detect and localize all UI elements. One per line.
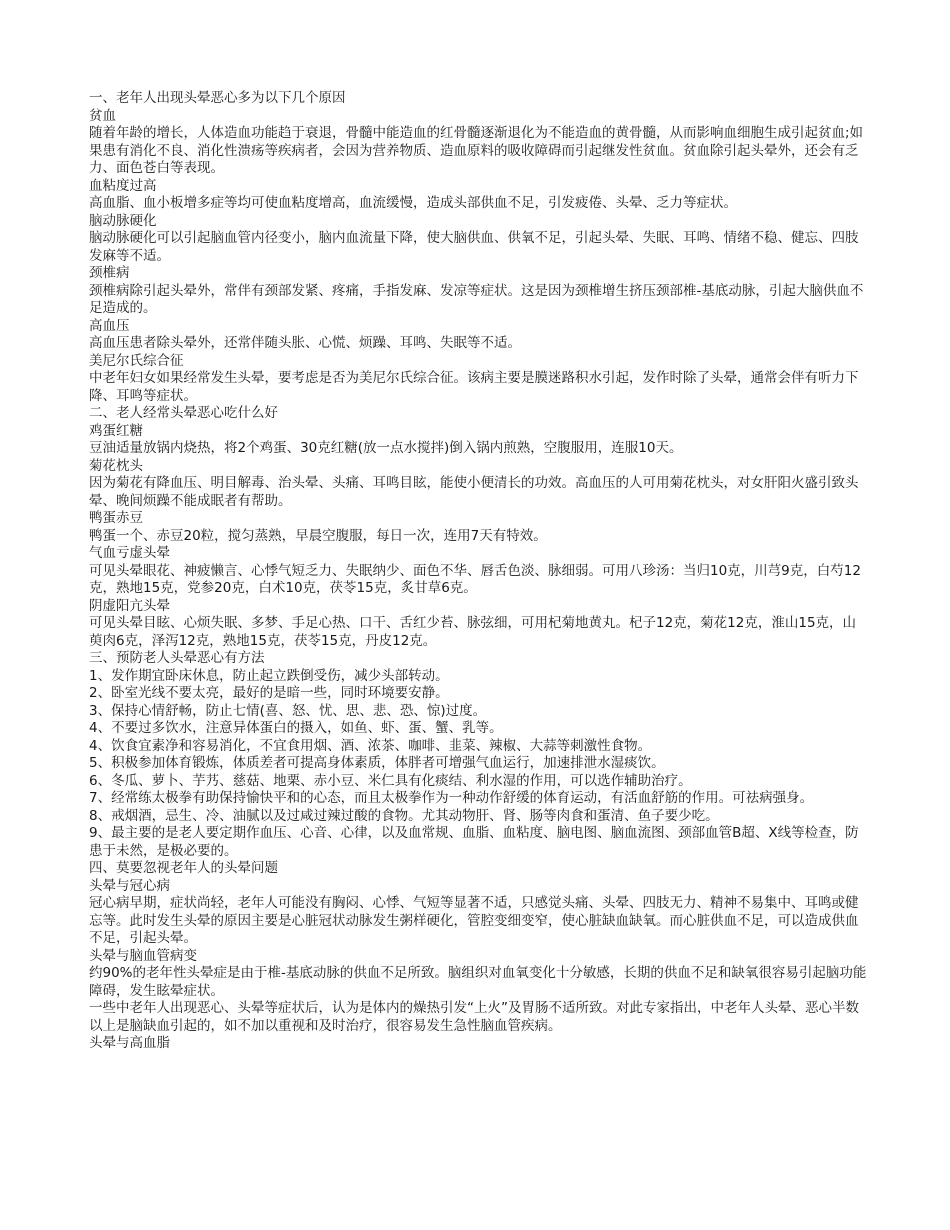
subheading: 脑动脉硬化 [89,212,157,229]
paragraph: 鸭蛋一个、赤豆20粒，搅匀蒸熟，早晨空腹服，每日一次，连用7天有特效。 [89,527,547,544]
paragraph: 因为菊花有降血压、明目解毒、治头晕、头痛、耳鸣目眩，能使小便清长的功效。高血压的人可用菊花枕头，对女肝阳火盛引致头晕、晚间烦躁不能成眠者有帮助。 [89,475,859,509]
paragraph: 颈椎病除引起头晕外，常伴有颈部发紧、疼痛，手指发麻、发凉等症状。这是因为颈椎增生挤压颈部椎-基底动脉，引起大脑供血不足造成的。 [89,282,864,316]
document-body [89,90,869,1053]
subheading: 头晕与高血脂 [89,1035,170,1051]
section-heading: 三、预防老人头晕恶心有方法 [89,650,265,666]
paragraph: 脑动脉硬化可以引起脑血管内径变小，脑内血流量下降，使大脑供血、供氧不足，引起头晕、失眠、耳鸣、情绪不稳、健忘、四肢发麻等不适。 [89,230,859,264]
list-item: 4、饮食宜素净和容易消化，不宜食用烟、酒、浓茶、咖啡、韭菜、辣椒、大蒜等刺激性食物。 [89,737,652,754]
section-heading: 一、老年人出现头晕恶心多为以下几个原因 [89,90,346,106]
paragraph: 高血脂、血小板增多症等均可使血粘度增高，血流缓慢，造成头部供血不足，引发疲倦、头晕、乏力等症状。 [89,195,737,211]
list-item: 6、冬瓜、萝卜、芋艿、慈菇、地栗、赤小豆、米仁具有化痰结、利水湿的作用，可以选作辅助治疗。 [89,772,692,789]
paragraph: 豆油适量放锅内烧热，将2个鸡蛋、30克红糖(放一点水搅拌)倒入锅内煎熟，空腹服用，连服10天。 [89,440,683,456]
paragraph: 可见头晕目眩、心烦失眠、多梦、手足心热、口干、舌红少苔、脉弦细，可用杞菊地黄丸。杞子12克，菊花12克，淮山15克，山萸肉6克，泽泻12克，熟地15克，茯苓15克，丹皮12克。 [89,615,857,649]
subheading: 美尼尔氏综合征 [89,352,184,369]
paragraph: 高血压患者除头晕外，还常伴随头胀、心慌、烦躁、耳鸣、失眠等不适。 [89,335,521,351]
subheading: 高血压 [89,317,130,334]
paragraph: 中老年妇女如果经常发生头晕，要考虑是否为美尼尔氏综合征。该病主要是膜迷路积水引起，发作时除了头晕，通常会伴有听力下降、耳鸣等症状。 [89,370,859,404]
paragraph: 可见头晕眼花、神疲懒言、心悸气短乏力、失眠纳少、面色不华、唇舌色淡、脉细弱。可用八珍汤：当归10克，川芎9克，白芍12克，熟地15克，党参20克，白术10克，茯苓15克，炙甘草6克。 [89,562,861,596]
list-item: 2、卧室光线不要太亮，最好的是暗一些，同时环境要安静。 [89,685,449,701]
subheading: 颈椎病 [89,265,130,281]
subheading: 菊花枕头 [89,457,143,474]
list-item: 7、经常练太极拳有助保持愉快平和的心态，而且太极拳作为一种动作舒缓的体育运动，有活血舒筋的作用。可祛病强身。 [89,790,814,806]
paragraph: 随着年龄的增长，人体造血功能趋于衰退，骨髓中能造血的红骨髓逐渐退化为不能造血的黄骨髓，从而影响血细胞生成引起贫血;如果患有消化不良、消化性溃疡等疾病者，会因为营养物质、造血原料的吸收障碍而引起继发性贫血。贫血除引起头晕外，还会有乏力、面色苍白等表现。 [89,125,864,176]
subheading: 头晕与脑血管病变 [89,947,197,964]
section-heading: 四、莫要忽视老年人的头晕问题 [89,860,278,876]
paragraph: 约90%的老年性头晕症是由于椎-基底动脉的供血不足所致。脑组织对血氧变化十分敏感，长期的供血不足和缺氧很容易引起脑功能障碍，发生眩晕症状。 [89,965,867,999]
subheading: 气血亏虚头晕 [89,545,170,561]
list-item: 9、最主要的是老人要定期作血压、心音、心律，以及血常规、血脂、血粘度、脑电图、脑血流图、颈部血管B超、X线等检查，防患于未然，是极必要的。 [89,825,859,859]
subheading: 头晕与冠心病 [89,877,170,894]
subheading: 鸡蛋红糖 [89,422,143,439]
list-item: 4、不要过多饮水，注意异体蛋白的摄入，如鱼、虾、蛋、蟹、乳等。 [89,720,503,736]
list-item: 3、保持心情舒畅，防止七情(喜、怒、忧、思、悲、恐、惊)过度。 [89,702,487,719]
list-item: 1、发作期宜卧床休息，防止起立跌倒受伤，减少头部转动。 [89,667,449,684]
subheading: 阴虚阳亢头晕 [89,597,170,614]
section-heading: 二、老人经常头晕恶心吃什么好 [89,405,278,421]
subheading: 贫血 [89,107,116,124]
list-item: 8、戒烟酒，忌生、冷、油腻以及过咸过辣过酸的食物。尤其动物肝、肾、肠等肉食和蛋清、鱼子要少吃。 [89,807,719,824]
subheading: 鸭蛋赤豆 [89,510,143,526]
subheading: 血粘度过高 [89,177,157,194]
paragraph: 一些中老年人出现恶心、头晕等症状后，认为是体内的燥热引发“上火”及胃肠不适所致。对此专家指出，中老年人头晕、恶心半数以上是脑缺血引起的，如不加以重视和及时治疗，很容易发生急性脑血管疾病。 [89,1000,859,1034]
list-item: 5、积极参加体育锻炼，体质差者可提高身体素质，体胖者可增强气血运行，加速排泄水湿痰饮。 [89,755,665,771]
paragraph: 冠心病早期，症状尚轻，老年人可能没有胸闷、心悸、气短等显著不适，只感觉头痛、头晕、四肢无力、精神不易集中、耳鸣或健忘等。此时发生头晕的原因主要是心脏冠状动脉发生粥样硬化，管腔变细变窄，使心脏缺血缺氧。而心脏供血不足，可以造成供血不足，引起头晕。 [89,895,859,946]
